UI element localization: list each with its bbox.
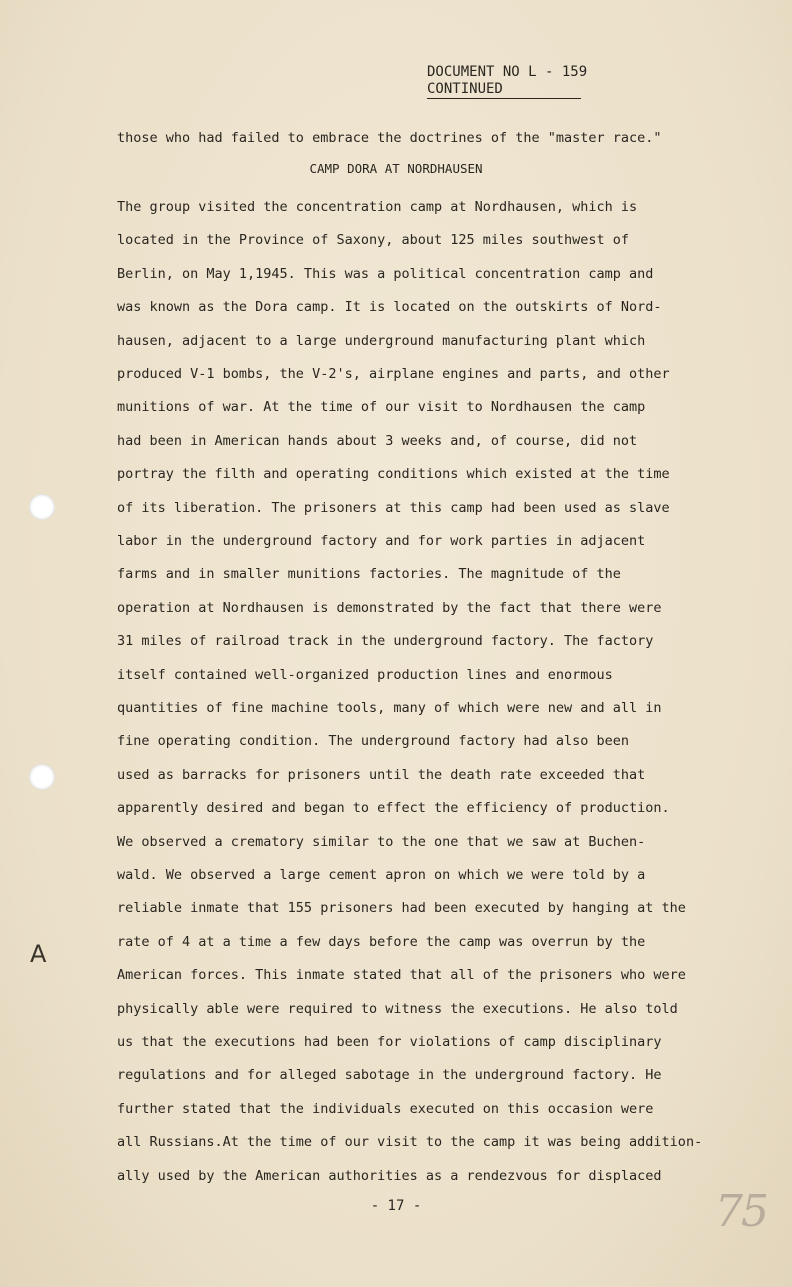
body-line: rate of 4 at a time a few days before the camp was overrun by the [117, 933, 646, 950]
body-line: farms and in smaller munitions factories. The magnitude of the [117, 566, 621, 583]
body-line: those who had failed to embrace the doctrines of the "master race." [117, 130, 662, 146]
punch-hole [29, 494, 55, 520]
body-line: ally used by the American authorities as a rendezvous for displaced [117, 1167, 662, 1184]
body-line: 31 miles of railroad track in the underground factory. The factory [117, 633, 654, 650]
body-line: American forces. This inmate stated that all of the prisoners who were [117, 967, 686, 984]
page-number: - 17 - [370, 1198, 422, 1214]
body-line: operation at Nordhausen is demonstrated by the fact that there were [117, 599, 662, 616]
body-line: all Russians.At the time of our visit to the camp it was being addition- [117, 1134, 703, 1151]
section-title: CAMP DORA AT NORDHAUSEN [309, 161, 483, 176]
body-line: of its liberation. The prisoners at this camp had been used as slave [117, 499, 670, 516]
body-line: used as barracks for prisoners until the death rate exceeded that [117, 766, 646, 783]
body-line: Berlin, on May 1,1945. This was a political concentration camp and [117, 265, 654, 282]
body-line: located in the Province of Saxony, about 125 miles southwest of [117, 232, 630, 249]
body-line: reliable inmate that 155 prisoners had been executed by hanging at the [117, 900, 686, 917]
body-line: quantities of fine machine tools, many of which were new and all in [117, 700, 662, 716]
body-line: The group visited the concentration camp at Nordhausen, which is [117, 199, 638, 215]
body-line: We observed a crematory similar to the one that we saw at Buchen- [117, 833, 646, 850]
document-number: DOCUMENT NO L - 159 [427, 64, 588, 80]
body-line: itself contained well-organized production lines and enormous [117, 666, 613, 683]
body-line: regulations and for alleged sabotage in the underground factory. He [117, 1067, 662, 1084]
body-line: us that the executions had been for violations of camp disciplinary [117, 1034, 662, 1050]
continued-label: CONTINUED [427, 81, 581, 99]
body-line: had been in American hands about 3 weeks and, of course, did not [117, 432, 638, 449]
body-line: portray the filth and operating conditions which existed at the time [117, 466, 670, 483]
body-line: was known as the Dora camp. It is located on the outskirts of Nord- [117, 299, 662, 316]
handwritten-page-number: 75 [715, 1186, 767, 1237]
body-line: labor in the underground factory and for work parties in adjacent [117, 533, 646, 549]
body-line: physically able were required to witness the executions. He also told [117, 1000, 678, 1017]
body-line: wald. We observed a large cement apron on which we were told by a [117, 867, 646, 883]
margin-mark: A [30, 940, 47, 968]
body-line: fine operating condition. The underground factory had also been [117, 733, 630, 750]
body-line: apparently desired and began to effect the efficiency of production. [117, 800, 670, 817]
punch-hole [29, 764, 55, 790]
body-line: munitions of war. At the time of our visit to Nordhausen the camp [117, 399, 646, 416]
body-line: produced V-1 bombs, the V-2's, airplane engines and parts, and other [117, 366, 670, 382]
body-line: hausen, adjacent to a large underground manufacturing plant which [117, 332, 646, 349]
body-line: further stated that the individuals executed on this occasion were [117, 1100, 654, 1117]
document-header [427, 64, 587, 99]
